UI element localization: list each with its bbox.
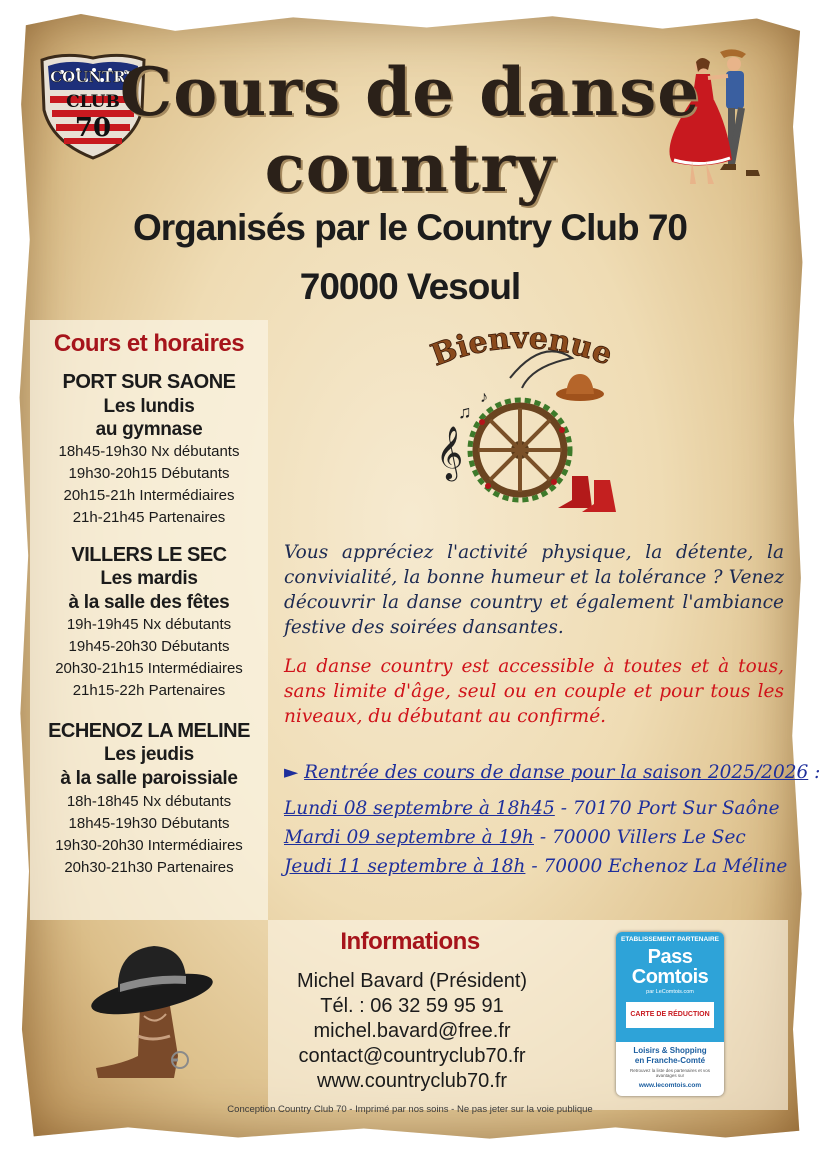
date-link: Mardi 09 septembre à 19h	[284, 827, 534, 848]
location-place: à la salle paroissiale	[60, 768, 238, 789]
bienvenue-text: Bienvenue	[426, 320, 618, 374]
rentree-title: Rentrée des cours de danse pour la saison 2025/2026	[304, 762, 809, 783]
card-reduction-label: CARTE DE RÉDUCTION	[630, 1011, 710, 1018]
location-town: PORT SUR SAONE	[62, 371, 236, 393]
location-day: Les jeudis	[104, 744, 194, 765]
rentree-line	[284, 762, 820, 783]
date-line	[284, 827, 746, 848]
location-place: à la salle des fêtes	[68, 592, 230, 613]
location-day: Les mardis	[100, 568, 198, 589]
contact-phone: Tél. : 06 32 59 95 91	[320, 995, 504, 1017]
card-by: par LeComtois.com	[646, 989, 694, 995]
schedule-slot: 18h45-19h30 Débutants	[68, 815, 230, 832]
logo-text-number: 70	[74, 113, 112, 143]
contact-name: Michel Bavard (Président)	[296, 970, 528, 992]
schedule-slot: 20h15-21h Intermédiaires	[63, 487, 235, 504]
schedule-slot: 20h30-21h30 Partenaires	[64, 859, 234, 876]
location-town: ECHENOZ LA MELINE	[48, 720, 250, 742]
card-name-pass: Pass	[647, 946, 693, 968]
date-line	[284, 856, 787, 877]
svg-text:𝄞: 𝄞	[436, 425, 464, 479]
svg-text:♫: ♫	[458, 402, 472, 422]
schedule-slot: 21h-21h45 Partenaires	[72, 509, 226, 526]
date-place: - 70000 Echenoz La Méline	[525, 856, 788, 877]
date-place: - 70000 Villers Le Sec	[533, 827, 746, 848]
schedule-slot: 19h30-20h30 Intermédiaires	[55, 837, 243, 854]
card-tag2: en Franche-Comté	[634, 1056, 706, 1065]
location-town: VILLERS LE SEC	[71, 544, 227, 566]
card-tag1: Loisirs & Shopping	[633, 1046, 707, 1055]
info-heading: Informations	[340, 928, 480, 955]
arrow-marker-icon: ►	[284, 762, 299, 783]
schedule-slot: 19h-19h45 Nx débutants	[66, 616, 232, 633]
rentree-colon: :	[808, 762, 820, 783]
schedule-slot: 18h45-19h30 Nx débutants	[58, 443, 240, 460]
location-place: au gymnase	[95, 419, 203, 440]
intro-paragraph: Vous appréciez l'activité physique, la détente, la convivialité, la bonne humeur et la tolérance ? Venez découvrir la danse country et également l'ambiance festive des soirées dansantes.	[284, 542, 784, 638]
pass-comtois-card	[616, 932, 724, 1096]
page-title-line1: Cours de danse	[119, 53, 701, 131]
organizer-line: Organisés par le Country Club 70	[133, 207, 687, 248]
footer-note: Conception Country Club 70 - Imprimé par nos soins - Ne pas jeter sur la voie publique	[227, 1104, 593, 1115]
schedule-slot: 19h45-20h30 Débutants	[68, 638, 230, 655]
schedule-slot: 19h30-20h15 Débutants	[68, 465, 230, 482]
card-partner-label: ETABLISSEMENT PARTENAIRE	[621, 936, 719, 943]
contact-email-club[interactable]: contact@countryclub70.fr	[298, 1045, 526, 1067]
schedule-slot: 18h-18h45 Nx débutants	[66, 793, 232, 810]
card-name-comtois: Comtois	[631, 966, 709, 988]
schedule-slot: 20h30-21h15 Intermédiaires	[55, 660, 243, 677]
date-line	[284, 798, 780, 819]
accessibility-paragraph: La danse country est accessible à toutes et à tous, sans limite d'âge, seul ou en couple et pour tous les niveaux, du débutant au confirmé.	[284, 656, 784, 727]
schedule-slot: 21h15-22h Partenaires	[72, 682, 226, 699]
logo-text-club: CLUB	[66, 92, 120, 112]
city-line: 70000 Vesoul	[299, 266, 521, 307]
date-place: - 70170 Port Sur Saône	[554, 798, 780, 819]
svg-text:♪: ♪	[480, 389, 488, 406]
card-site: www.lecomtois.com	[638, 1082, 702, 1089]
card-small-text: Retrouvez la liste des partenaires et vos avantages sur	[629, 1068, 711, 1078]
date-link: Lundi 08 septembre à 18h45	[284, 798, 555, 819]
logo-text-country: COUNTRY	[50, 68, 136, 86]
website-link[interactable]: www.countryclub70.fr	[316, 1070, 508, 1092]
bienvenue-wagon-wheel-illustration	[422, 318, 632, 528]
schedule-heading: Cours et horaires	[53, 330, 245, 357]
contact-email[interactable]: michel.bavard@free.fr	[313, 1020, 511, 1042]
date-link: Jeudi 11 septembre à 18h	[284, 856, 526, 877]
location-day: Les lundis	[103, 396, 195, 417]
cowboy-hat-boot-illustration	[82, 936, 222, 1086]
page-title-line2: country	[264, 129, 556, 207]
